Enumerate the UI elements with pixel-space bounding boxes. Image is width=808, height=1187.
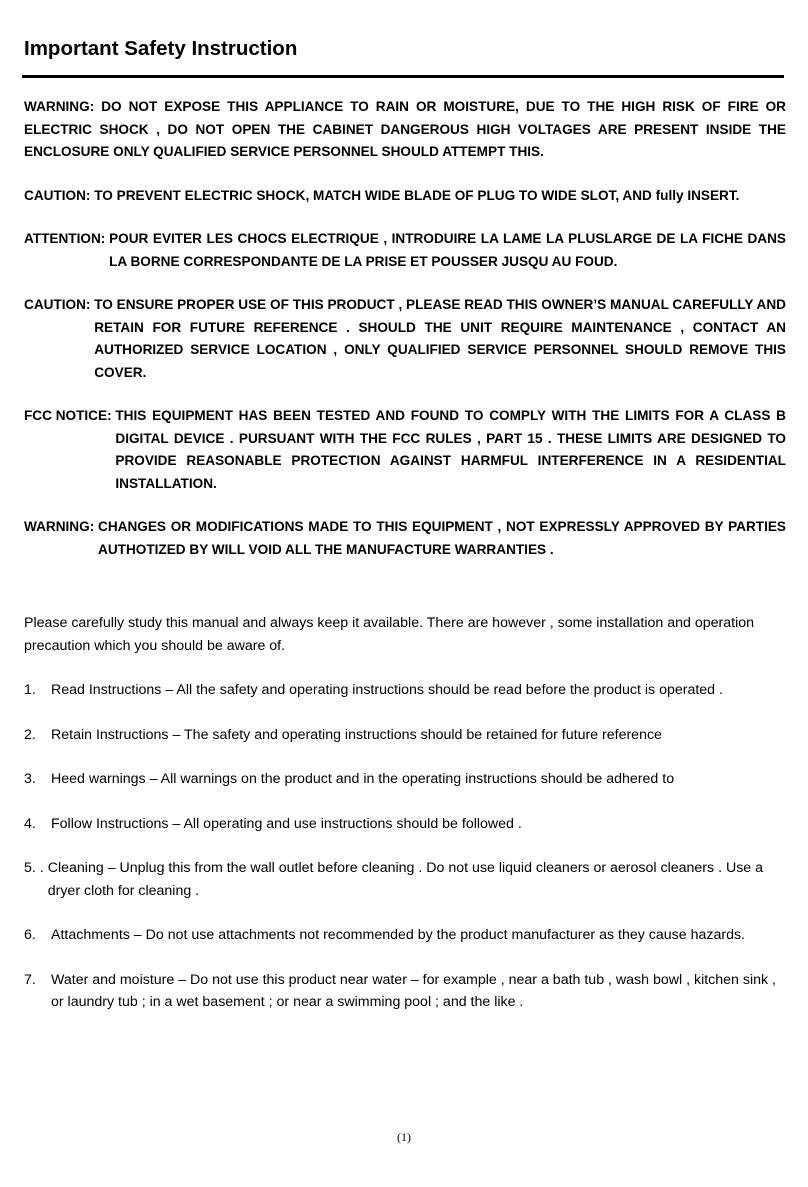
intro-paragraph: Please carefully study this manual and always keep it available. There are however , some installation and operation precaution which you should be aware of. [24,615,755,654]
item-text: Heed warnings – All warnings on the product and in the operating instructions should be adhered to [51,771,675,787]
caution-manual-notice [24,294,786,384]
list-item [24,857,786,902]
title-divider [22,75,784,78]
item-text: Follow Instructions – All operating and use instructions should be followed . [51,815,522,832]
page-title: Important Safety Instruction [24,37,298,60]
item-number: 5. . [24,860,44,876]
item-number: 3. [24,771,36,787]
notice-label: ATTENTION: [24,231,110,246]
modification-warning-notice [24,516,786,561]
item-text: Attachments – Do not use attachments not recommended by the product manufacturer as they cause hazards. [51,927,745,943]
notice-label: FCC NOTICE: [24,408,116,423]
notice-text: TO ENSURE PROPER USE OF THIS PRODUCT , PLEASE READ THIS OWNER’S MANUAL CAREFULLY AND RETAIN FOR FUTURE REFERENCE . SHOULD THE UNIT REQUIRE MAINTENANCE , CONTACT AN AUTHORIZED SERVICE LOCATION , ONLY QUALIFIED SERVICE PERSONNEL SHOULD REMOVE THIS COVER. [94,297,786,380]
list-item [24,768,786,791]
page-number: (1) [397,1130,411,1144]
attention-notice [24,228,786,273]
list-item [24,813,786,836]
safety-notices [24,96,786,561]
item-number: 2. [24,726,36,743]
item-text: Cleaning – Unplug this from the wall outlet before cleaning . Do not use liquid cleaners or aerosol cleaners . Use a dryer cloth for cleaning . [47,860,764,899]
item-text: Retain Instructions – The safety and operating instructions should be retained for future reference [51,726,662,743]
notice-text: THIS EQUIPMENT HAS BEEN TESTED AND FOUND TO COMPLY WITH THE LIMITS FOR A CLASS B DIGITAL DEVICE . PURSUANT WITH THE FCC RULES , PART 15 . THESE LIMITS ARE DESIGNED TO PROVIDE REASONABLE PROTECTION AGAINST HARMFUL INTERFERENCE IN A RESIDENTIAL INSTALLATION. [115,408,786,491]
item-number: 6. [24,927,36,943]
caution-plug-notice [24,185,786,208]
item-number: 4. [24,815,36,832]
fcc-notice [24,405,786,495]
notice-text: CHANGES OR MODIFICATIONS MADE TO THIS EQUIPMENT , NOT EXPRESSLY APPROVED BY PARTIES AUTHOTIZED BY WILL VOID ALL THE MANUFACTURE WARRANTIES . [98,519,786,557]
notice-text: POUR EVITER LES CHOCS ELECTRIQUE , INTRODUIRE LA LAME LA PLUSLARGE DE LA FICHE DANS LA BORNE CORRESPONDANTE DE LA PRISE ET POUSSER JUSQU AU FOUD. [109,231,786,269]
notice-text: TO PREVENT ELECTRIC SHOCK, MATCH WIDE BLADE OF PLUG TO WIDE SLOT, AND fully INSERT. [94,187,740,203]
item-text: Read Instructions – All the safety and operating instructions should be read before the product is operated . [51,682,723,698]
item-number: 7. [24,971,36,988]
item-number: 1. [24,682,36,698]
notice-label: CAUTION: [24,297,95,312]
list-item [24,679,786,702]
list-item [24,724,786,747]
warning-notice: WARNING: DO NOT EXPOSE THIS APPLIANCE TO RAIN OR MOISTURE, DUE TO THE HIGH RISK OF FIRE OR ELECTRIC SHOCK , DO NOT OPEN THE CABINET DANGEROUS HIGH VOLTAGES ARE PRESENT INSIDE THE ENCLOSURE ONLY QUALIFIED SERVICE PERSONNEL SHOULD ATTEMPT THIS. [24,99,786,159]
item-text: Water and moisture – Do not use this product near water – for example , near a bath tub , wash bowl , kitchen sink , or laundry tub ; in a wet basement ; or near a swimming pool ; and the like . [51,971,776,1010]
notice-label: CAUTION: [24,187,95,203]
list-item [24,924,786,947]
instruction-list [24,679,786,1036]
list-item [24,969,786,1014]
notice-label: WARNING: [24,519,99,534]
